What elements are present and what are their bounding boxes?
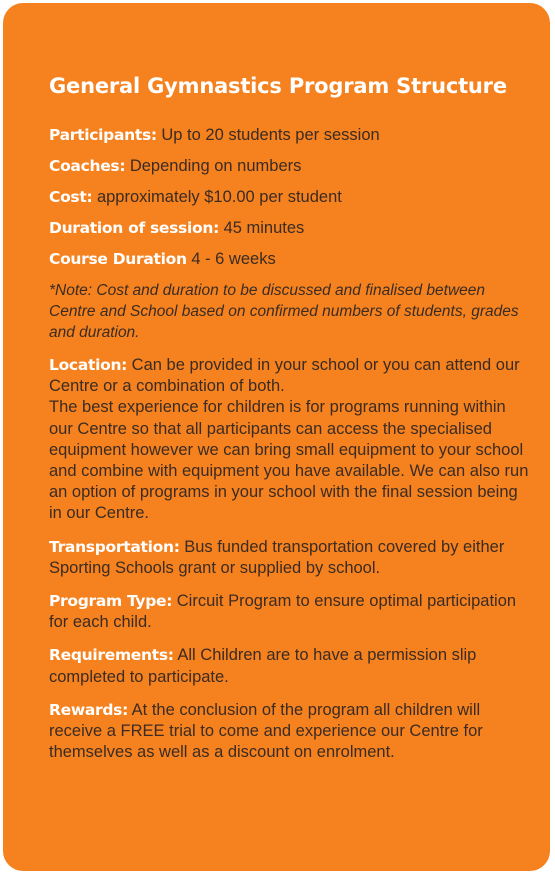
requirements-label: Requirements:	[49, 646, 174, 665]
location-label: Location:	[49, 356, 128, 374]
session-duration-value: 45 minutes	[218, 219, 305, 237]
transportation-value: Bus funded transportation covered by either Sporting Schools grant or supplied by school.	[49, 537, 505, 577]
transportation-section	[49, 537, 530, 579]
requirements-value: All Children are to have a permission slip completed to participate.	[49, 646, 477, 686]
location-section	[49, 355, 530, 525]
cost-label: Cost:	[49, 188, 93, 206]
coaches-label: Coaches:	[49, 157, 126, 175]
rewards-section	[49, 700, 530, 764]
requirements-section	[49, 645, 530, 687]
participants-value: Up to 20 students per session	[156, 126, 380, 144]
rewards-value: At the conclusion of the program all children will receive a FREE trial to come and experience our Centre for themselves as well as a discount on enrolment.	[49, 700, 483, 762]
page-title: General Gymnastics Program Structure	[49, 74, 507, 98]
location-value: Can be provided in your school or you can attend our Centre or a combination of both.	[49, 356, 520, 396]
location-detail: The best experience for children is for programs running within our Centre so that all participants can access the specialised equipment however we can bring small equipment to your school and combine with equipment you have available. We can also run an option of programs in your school with the final session being in our Centre.	[49, 398, 529, 523]
participants-row	[49, 125, 530, 146]
rewards-label: Rewards:	[49, 700, 128, 719]
session-duration-row	[49, 218, 530, 239]
course-duration-row	[49, 249, 530, 270]
cost-value: approximately $10.00 per student	[92, 188, 342, 206]
course-duration-label: Course Duration	[49, 250, 187, 268]
cost-row	[49, 187, 530, 208]
transportation-label: Transportation:	[49, 537, 180, 556]
cost-duration-note: *Note: Cost and duration to be discussed and finalised between Centre and School based on confirmed numbers of students, grades and duration.	[49, 282, 519, 341]
course-duration-value: 4 - 6 weeks	[186, 250, 276, 268]
program-type-value: Circuit Program to ensure optimal participation for each child.	[49, 592, 517, 632]
program-type-section	[49, 591, 530, 633]
coaches-row	[49, 156, 530, 177]
program-structure-card	[3, 3, 550, 871]
session-duration-label: Duration of session:	[49, 219, 219, 237]
participants-label: Participants:	[49, 126, 157, 144]
program-type-label: Program Type:	[49, 592, 173, 611]
coaches-value: Depending on numbers	[125, 157, 302, 175]
